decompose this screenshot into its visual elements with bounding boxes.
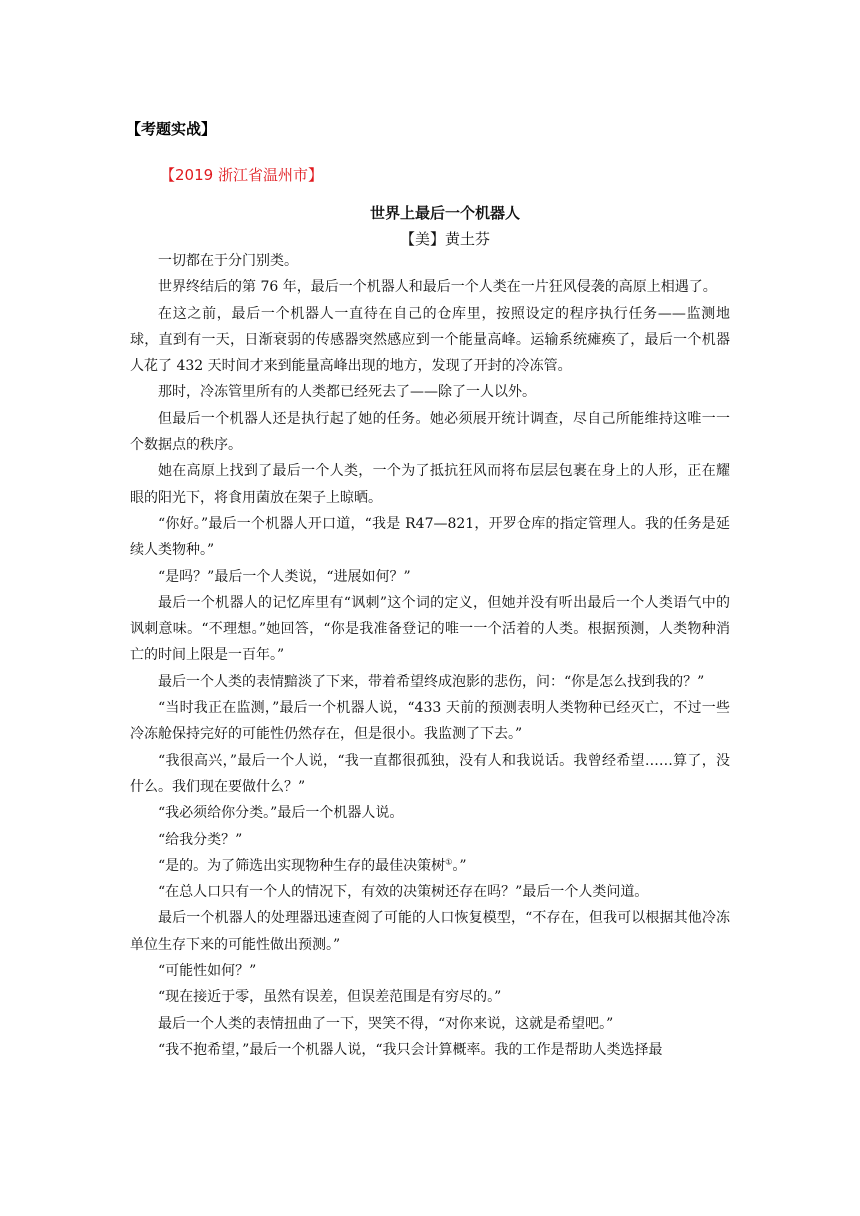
paragraph: “当时我正在监测，”最后一个机器人说，“433 天前的预测表明人类物种已经灭亡，不过一些冷冻舱保持完好的可能性仍然存在，但是很小。我监测了下去。” (130, 700, 730, 743)
paragraph: “可能性如何？” (158, 963, 257, 980)
paragraph: 在这之前，最后一个机器人一直待在自己的仓库里，按照设定的程序执行任务——监测地球，直到有一天，日渐衰弱的传感器突然感应到一个能量高峰。运输系统瘫痪了，最后一个机器人花了 432 天时间才来到能量高峰出现的地方，发现了开封的冷冻管。 (130, 305, 730, 375)
paragraph-text-tail: 。” (452, 857, 467, 874)
section-heading: 【考题实战】 (126, 120, 217, 138)
paragraph: “给我分类？” (158, 831, 243, 848)
footnote-marker[interactable]: ① (445, 857, 453, 867)
article-author: 【美】黄土芬 (399, 230, 490, 248)
paragraph: “在总人口只有一个人的情况下，有效的决策树还存在吗？”最后一个人类问道。 (158, 884, 649, 901)
paragraph: 最后一个人类的表情黯淡了下来，带着希望终成泡影的悲伤，问：“你是怎么找到我的？” (158, 673, 705, 690)
paragraph: 但最后一个机器人还是执行起了她的任务。她必须展开统计调查，尽自己所能维持这唯一一个数据点的秩序。 (130, 410, 730, 454)
paragraph: “我不抱希望，”最后一个机器人说，“我只会计算概率。我的工作是帮助人类选择最 (158, 1041, 663, 1058)
paragraph: “现在接近于零，虽然有误差，但误差范围是有穷尽的。” (158, 989, 502, 1006)
paragraph: 最后一个机器人的处理器迅速查阅了可能的人口恢复模型，“不存在，但我可以根据其他冷冻单位生存下来的可能性做出预测。” (130, 910, 730, 953)
paragraph: “我必须给你分类。”最后一个机器人说。 (158, 805, 404, 822)
paragraph: 最后一个机器人的记忆库里有“讽刺”这个词的定义，但她并没有听出最后一个人类语气中的讽刺意味。“不理想。”她回答，“你是我准备登记的唯一一个活着的人类。根据预测，人类物种消亡的时间上限是一百年。” (130, 594, 730, 664)
paragraph-text: “是的。为了筛选出实现物种生存的最佳决策树 (158, 857, 446, 874)
paragraph: “你好。”最后一个机器人开口道，“我是 R47—821，开罗仓库的指定管理人。我的任务是延续人类物种。” (130, 515, 730, 559)
paragraph: 最后一个人类的表情扭曲了一下，哭笑不得，“对你来说，这就是希望吧。” (158, 1015, 614, 1032)
paragraph: 世界终结后的第 76 年，最后一个机器人和最后一个人类在一片狂风侵袭的高原上相遇了。 (158, 279, 717, 296)
paragraph: 一切都在于分门别类。 (158, 253, 298, 269)
paragraph: 那时，冷冻管里所有的人类都已经死去了——除了一人以外。 (158, 384, 536, 401)
paragraph-with-footnote (130, 853, 730, 879)
paragraph: “我很高兴，”最后一个人说，“我一直都很孤独，没有人和我说话。我曾经希望……算了，没什么。我们现在要做什么？” (130, 752, 730, 795)
paragraph: “是吗？”最后一个人类说，“进展如何？” (158, 568, 411, 585)
article-title: 世界上最后一个机器人 (369, 204, 520, 222)
paragraph: 她在高原上找到了最后一个人类，一个为了抵抗狂风而将布层层包裹在身上的人形，正在耀眼的阳光下，将食用菌放在架子上晾晒。 (130, 463, 730, 506)
article-body (130, 248, 730, 1063)
source-tag: 【2019 浙江省温州市】 (160, 166, 323, 184)
